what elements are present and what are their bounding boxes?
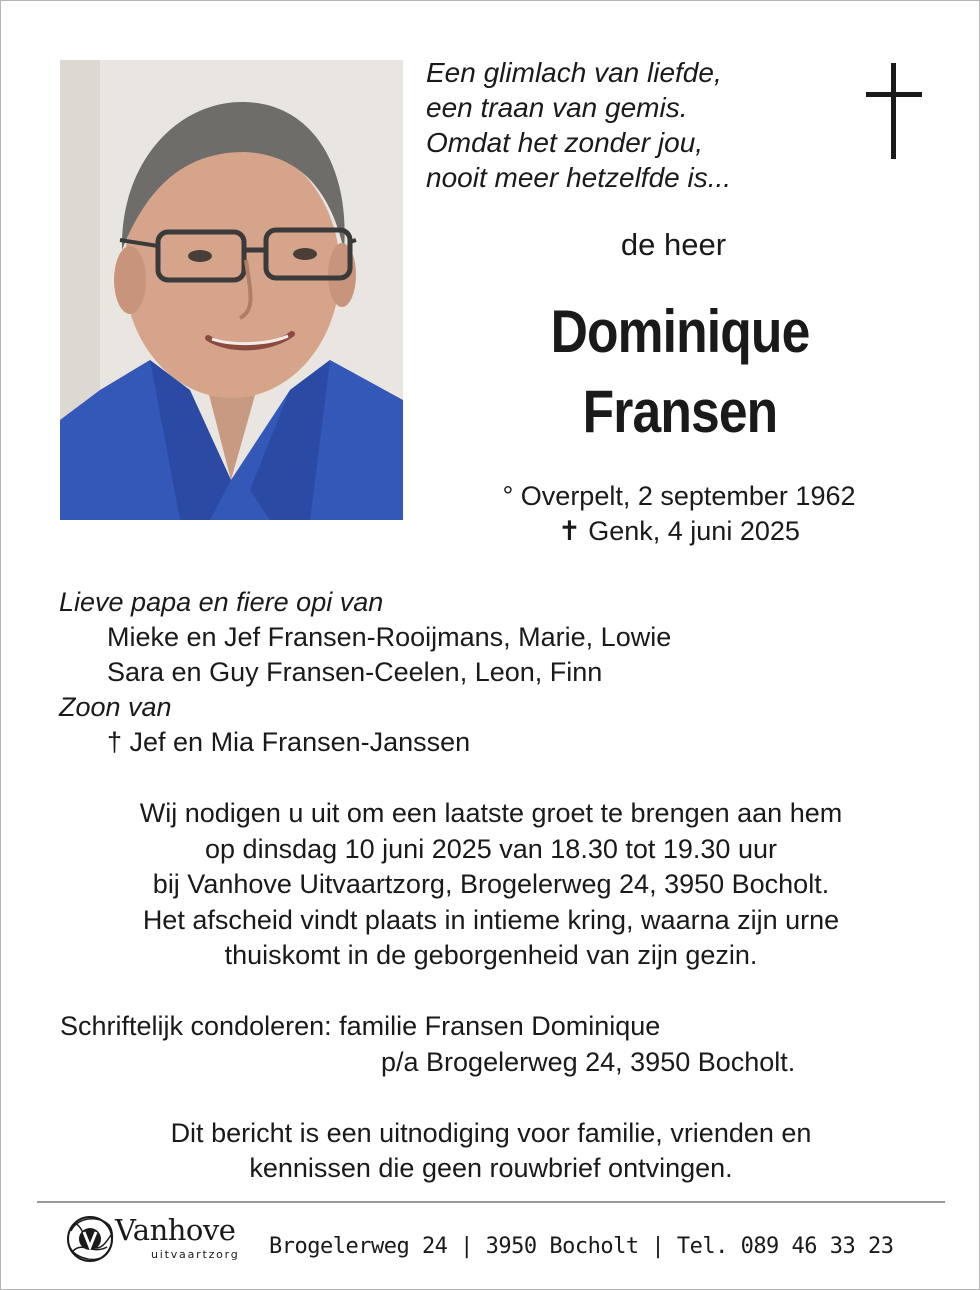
poem-line: Een glimlach van liefde, [426, 57, 722, 88]
notice-line: kennissen die geen rouwbrief ontvingen. [249, 1153, 733, 1183]
family-section [59, 585, 939, 760]
notice-text [31, 1116, 951, 1186]
vanhove-logo-mark-icon [63, 1211, 121, 1267]
logo-tagline: uitvaartzorg [151, 1248, 240, 1261]
invitation-line: Wij nodigen u uit om een laatste groet te brengen aan hem [139, 798, 843, 828]
life-dates [449, 479, 909, 549]
family-member-line: Sara en Guy Fransen-Ceelen, Leon, Finn [107, 657, 603, 687]
invitation-line: bij Vanhove Uitvaartzorg, Brogelerweg 24, 3950 Bocholt. [152, 869, 830, 899]
birth-date: ° Overpelt, 2 september 1962 [502, 481, 856, 511]
funeral-home-logo [63, 1211, 253, 1267]
latin-cross-icon [866, 63, 922, 159]
invitation-line: thuiskomt in de geborgenheid van zijn gezin. [224, 940, 758, 970]
notice-line: Dit bericht is een uitnodiging voor familie, vrienden en [170, 1118, 812, 1148]
memorial-poem [426, 55, 846, 195]
condolence-line: Schriftelijk condoleren: familie Fransen Dominique [60, 1011, 661, 1041]
family-role: Lieve papa en fiere opi van [59, 587, 384, 617]
family-member-line: Mieke en Jef Fransen-Rooijmans, Marie, Lowie [107, 622, 672, 652]
family-role: Zoon van [59, 692, 172, 722]
invitation-text [31, 796, 951, 974]
last-name: Fransen [582, 378, 778, 445]
poem-line: een traan van gemis. [426, 92, 688, 123]
logo-name: Vanhove [115, 1213, 236, 1247]
invitation-line: op dinsdag 10 juni 2025 van 18.30 tot 19.30 uur [205, 833, 777, 864]
divider [37, 1201, 945, 1203]
condolence-address [60, 1008, 940, 1080]
family-member-line: † Jef en Mia Fransen-Janssen [107, 727, 471, 757]
portrait-photo [60, 60, 403, 520]
condolence-line: p/a Brogelerweg 24, 3950 Bocholt. [381, 1047, 796, 1077]
poem-line: Omdat het zonder jou, [426, 127, 704, 158]
poem-line: nooit meer hetzelfde is... [426, 162, 732, 193]
first-name: Dominique [550, 298, 810, 365]
death-date: ✝ Genk, 4 juni 2025 [558, 516, 800, 546]
invitation-line: Het afscheid vindt plaats in intieme kring, waarna zijn urne [142, 904, 840, 935]
footer-contact-info: Brogelerweg 24 | 3950 Bocholt | Tel. 089 46 33 23 [269, 1234, 894, 1259]
salutation: de heer [620, 227, 727, 262]
